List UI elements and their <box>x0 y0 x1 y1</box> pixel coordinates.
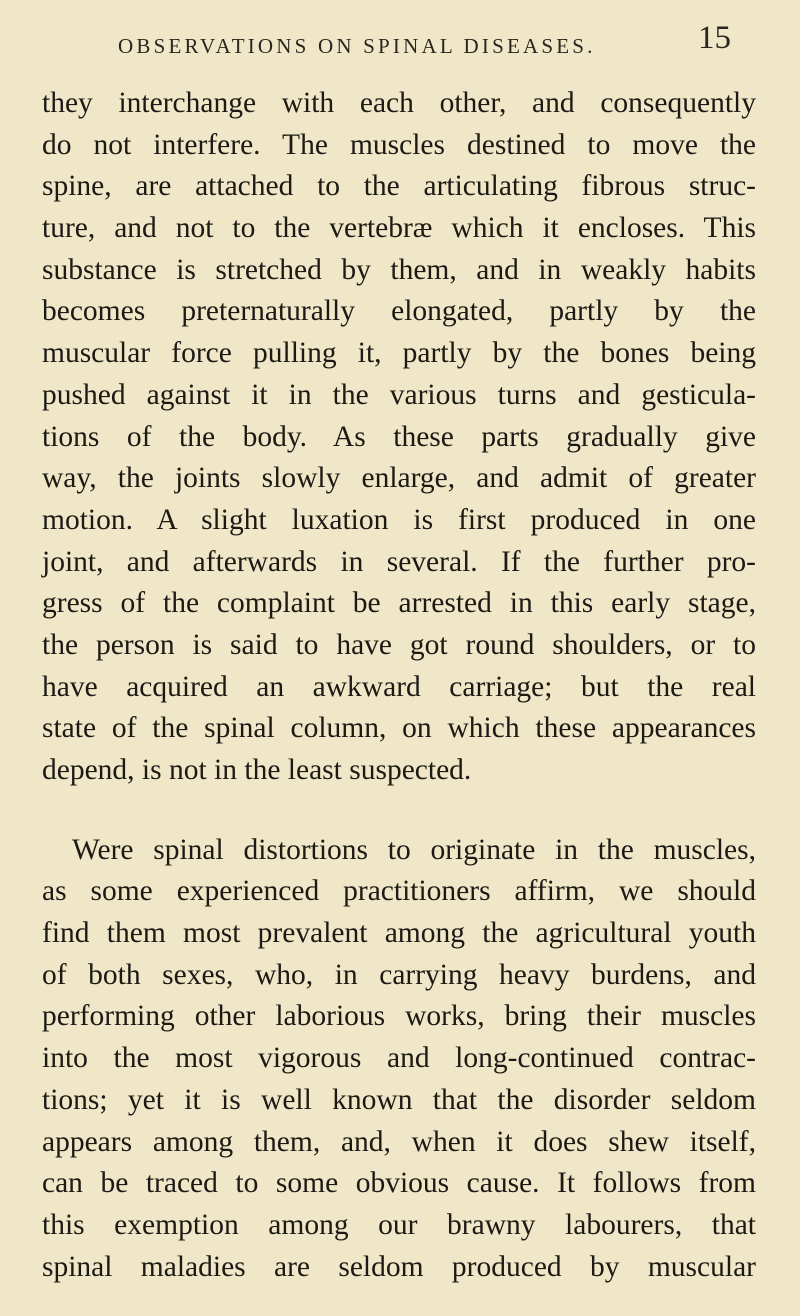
text-line: spine, are attached to the articulating fibrous struc- <box>42 170 756 203</box>
text-line: gress of the complaint be arrested in this early stage, <box>42 587 756 620</box>
text-line: state of the spinal column, on which these appearances <box>42 712 756 745</box>
text-line: Were spinal distortions to originate in the muscles, <box>72 833 756 866</box>
text-line: can be traced to some obvious cause. It follows from <box>42 1167 756 1200</box>
text-line: substance is stretched by them, and in weakly habits <box>42 253 756 286</box>
running-head: OBSERVATIONS ON SPINAL DISEASES. <box>118 34 596 58</box>
text-line: muscular force pulling it, partly by the bones being <box>42 337 756 370</box>
text-line: depend, is not in the least suspected. <box>42 754 472 786</box>
text-line: pushed against it in the various turns and gesticula- <box>42 378 756 411</box>
text-line: of both sexes, who, in carrying heavy burdens, and <box>42 958 756 991</box>
paragraph-2 <box>42 830 756 1289</box>
text-line: tions; yet it is well known that the disorder seldom <box>42 1083 756 1116</box>
page-number: 15 <box>698 20 731 56</box>
text-line: do not interfere. The muscles destined to move the <box>42 128 756 161</box>
text-line: becomes preternaturally elongated, partly by the <box>42 295 756 328</box>
text-line: way, the joints slowly enlarge, and admit of greater <box>42 462 756 495</box>
text-line: joint, and afterwards in several. If the further pro- <box>42 545 756 578</box>
body-text <box>42 83 756 1288</box>
text-line: spinal maladies are seldom produced by muscular <box>42 1250 756 1283</box>
paragraph-gap <box>42 792 756 830</box>
text-line: into the most vigorous and long-continued contrac- <box>42 1042 756 1075</box>
text-line: appears among them, and, when it does shew itself, <box>42 1125 756 1158</box>
text-line: motion. A slight luxation is first produced in one <box>42 503 756 536</box>
text-line: tions of the body. As these parts gradually give <box>42 420 756 453</box>
text-line: have acquired an awkward carriage; but the real <box>42 670 756 703</box>
text-line: the person is said to have got round shoulders, or to <box>42 628 756 661</box>
text-line: performing other laborious works, bring their muscles <box>42 1000 756 1033</box>
text-line: find them most prevalent among the agricultural youth <box>42 917 756 950</box>
text-line: as some experienced practitioners affirm, we should <box>42 875 756 908</box>
paragraph-1 <box>42 83 756 792</box>
text-line: they interchange with each other, and consequently <box>42 87 756 119</box>
text-line: this exemption among our brawny labourers, that <box>42 1208 756 1241</box>
text-line: ture, and not to the vertebræ which it encloses. This <box>42 212 756 245</box>
